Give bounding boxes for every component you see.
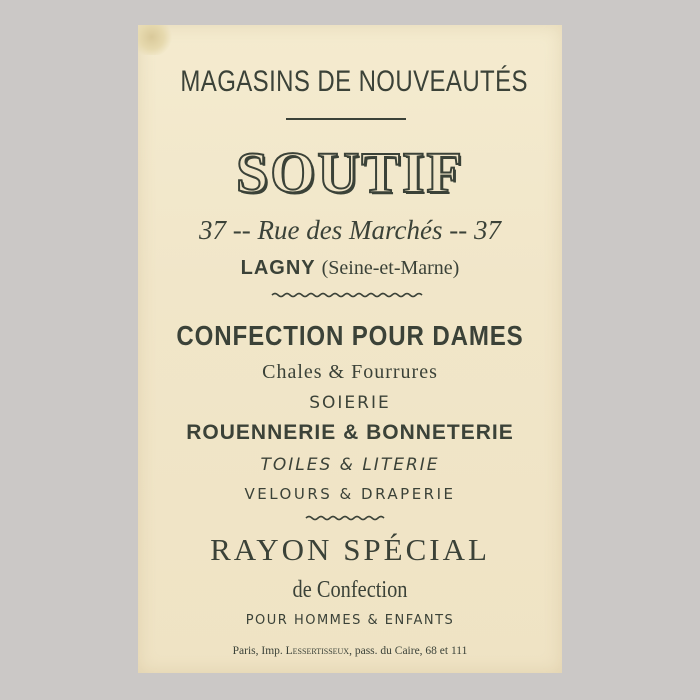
item-soierie: SOIERIE bbox=[309, 393, 391, 413]
store-name: SOUTIF bbox=[236, 140, 464, 205]
store-address: 37 -- Rue des Marchés -- 37 bbox=[199, 215, 501, 245]
store-location bbox=[138, 255, 562, 280]
wavy-divider-top bbox=[138, 291, 562, 299]
trade-card bbox=[138, 25, 562, 673]
printer-name: Lessertisseux bbox=[285, 645, 350, 657]
printer-credit bbox=[138, 645, 562, 657]
special-subtitle: de Confection bbox=[292, 577, 408, 603]
special-title: RAYON SPÉCIAL bbox=[210, 532, 490, 567]
item-chales: Chales & Fourrures bbox=[262, 361, 438, 383]
printer-prefix: Paris, Imp. bbox=[232, 645, 283, 657]
paper-stain bbox=[138, 25, 172, 55]
item-toiles: TOILES & LITERIE bbox=[260, 455, 440, 475]
card-header: MAGASINS DE NOUVEAUTÉS bbox=[180, 65, 528, 98]
wavy-divider-bottom bbox=[138, 514, 562, 522]
section-title: CONFECTION POUR DAMES bbox=[176, 320, 524, 351]
city-name: LAGNY bbox=[240, 257, 316, 279]
special-audience: POUR HOMMES & ENFANTS bbox=[245, 613, 455, 628]
department-name: (Seine-et-Marne) bbox=[321, 257, 460, 279]
item-velours: VELOURS & DRAPERIE bbox=[244, 485, 456, 503]
divider-rule bbox=[286, 118, 406, 120]
item-rouennerie: ROUENNERIE & BONNETERIE bbox=[186, 421, 514, 444]
printer-suffix: , pass. du Caire, 68 et 111 bbox=[349, 645, 468, 657]
